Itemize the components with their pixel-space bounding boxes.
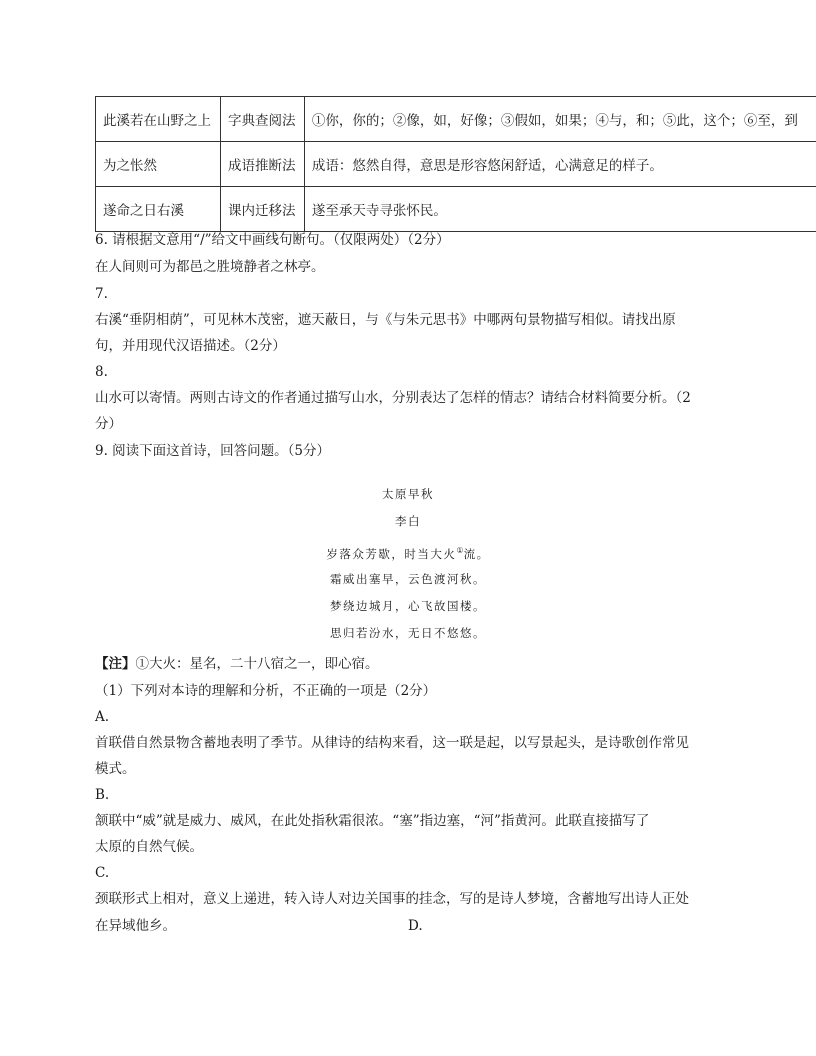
question-8-text-line1: 山水可以寄情。两则古诗文的作者通过描写山水，分别表达了怎样的情志？请结合材料简要分析。（2 [95,390,691,406]
poem-line-2: 霜威出塞早，云色渡河秋。 [330,572,486,586]
option-b-text-line1: 颔联中“威”就是威力、威风，在此处指秋霜很浓。“塞”指边塞，“河”指黄河。此联直接描写了 [95,813,650,829]
question-6-title: 6. 请根据文意用“/”给文中画线句断句。（仅限两处）（2分） [95,232,450,248]
question-9-title: 9. 阅读下面这首诗，回答问题。（5分） [95,443,331,459]
option-a-text-line1: 首联借自然景物含蓄地表明了季节。从律诗的结构来看，这一联是起，以写景起头，是诗歌创作常见 [95,735,689,751]
table-cell-content: ①你，你的；②像，如，好像；③假如，如果；④与，和；⑤此，这个；⑥至，到 [304,97,816,142]
question-6-sentence: 在人间则可为都邑之胜境静者之林亭。 [95,259,325,275]
question-7-text-line1: 右溪“垂阴相荫”，可见林木茂密，遮天蔽日，与《与朱元思书》中哪两句景物描写相似。请找出原 [95,312,676,328]
poem-line-1-end: 流。 [463,546,490,561]
question-7-text-line2: 句，并用现代汉语描述。（2分） [95,338,286,354]
table-row [96,187,816,232]
option-b-label: B. [95,787,110,803]
poem-line-1-text: 岁落众芳歇，时当大火 [326,546,457,561]
table-row [96,97,816,142]
poem-title: 太原早秋 [382,487,434,501]
footnote-marker: ① [456,546,464,555]
question-8-number: 8. [95,364,108,380]
option-a-label: A. [95,709,110,725]
option-c-text-line2: 在异域他乡。 [95,918,176,934]
option-b-text-line2: 太原的自然气候。 [95,839,203,855]
poem-line-4: 思归若汾水，无日不悠悠。 [330,626,486,640]
option-a-text-line2: 模式。 [95,761,136,777]
note-label: 【注】 [95,656,136,672]
option-d-label: D. [408,918,423,934]
poem-line-3: 梦绕边城月，心飞故国楼。 [330,599,486,613]
option-c-label: C. [95,865,110,881]
table-cell-method: 课内迁移法 [220,187,304,232]
question-7-number: 7. [95,286,108,302]
table-cell-phrase: 为之怅然 [96,142,221,187]
table-cell-method: 字典查阅法 [220,97,304,142]
poem-author: 李白 [395,514,421,528]
table-cell-method: 成语推断法 [220,142,304,187]
table-cell-content: 遂至承天寺寻张怀民。 [304,187,816,232]
question-8-text-line2: 分） [95,416,122,432]
option-c-text-line1: 颈联形式上相对，意义上递进，转入诗人对边关国事的挂念，写的是诗人梦境，含蓄地写出诗人正处 [95,891,689,907]
poem-line-1 [0,544,816,561]
table-row [96,142,816,187]
sub-question-1: （1）下列对本诗的理解和分析，不正确的一项是（2分） [95,683,437,699]
poem-note [95,655,379,673]
method-table [95,96,816,232]
table-cell-phrase: 遂命之日右溪 [96,187,221,232]
table-cell-phrase: 此溪若在山野之上 [96,97,221,142]
table-cell-content: 成语：悠然自得，意思是形容悠闲舒适，心满意足的样子。 [304,142,816,187]
note-text: ①大火：星名，二十八宿之一，即心宿。 [135,656,379,672]
